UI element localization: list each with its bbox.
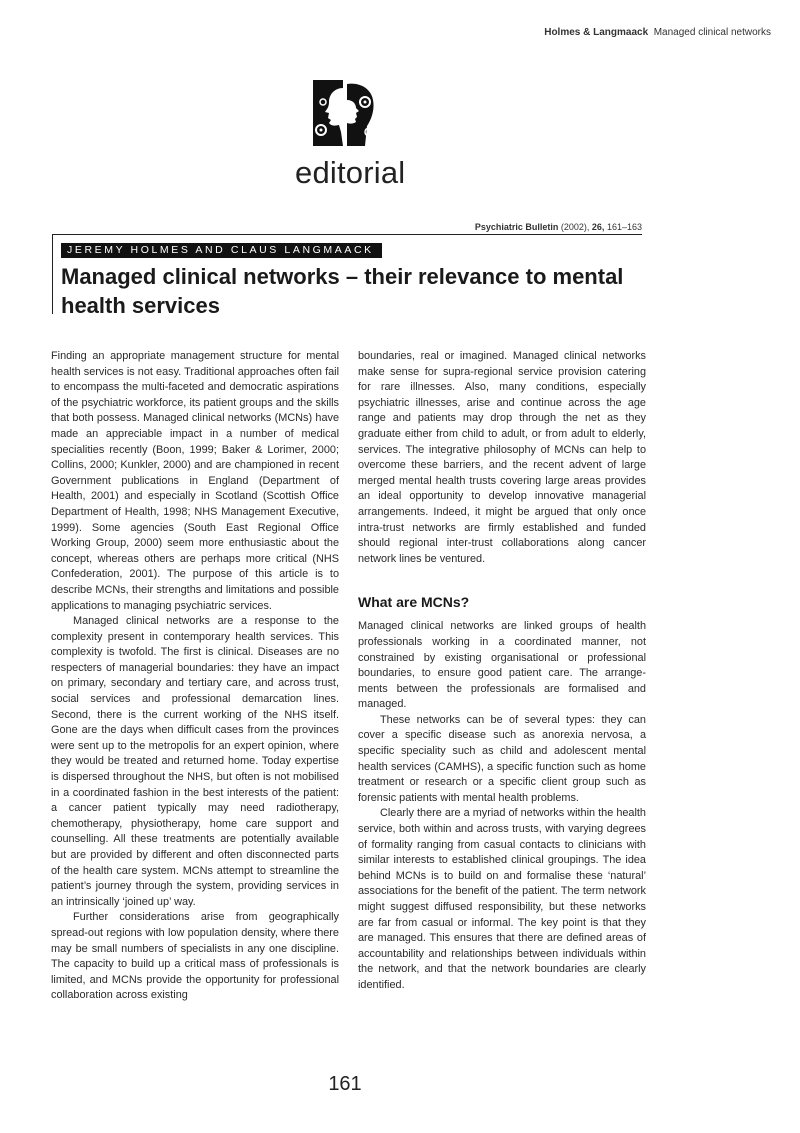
body-paragraph: boundaries, real or imagined. Managed clinical networks make sense for supra-regional service provision catering for rare illnesses. Also, many conditions, especially psychiatric illnesses, arise and continue across the age range and patients may drop through the net as they graduate either from child to adult, or from adult to elderly, services. The integrative philosophy of MCNs can help to overcome these barriers, and the recent advent of large merged mental health trusts covering large areas provides an ideal opportunity to develop innovative managerial arrangements. Indeed, it might be argued that only once intra-trust networks are firmly established and funded should regional inter-trust collaborations along cancer network lines be ventured.: [358, 350, 646, 565]
editorial-logo-icon: [313, 80, 379, 146]
title-frame-left-rule: [52, 234, 53, 314]
body-paragraph: Further considerations arise from geographically spread-out regions with low population density, where there may be small numbers of specialists in any one discipline. The capacity to build up a critical mass of professionals is limited, and MCNs provide the opportunity for professional collaboration across existing: [51, 911, 339, 1002]
title-frame-top-rule: [52, 234, 642, 235]
section-heading: What are MCNs?: [358, 594, 470, 611]
citation-year: (2002),: [560, 222, 590, 232]
body-paragraph: These networks can be of several types: they can cover a specific disease such as anorexia nervosa, a specific speciality such as child and adolescent mental health services (CAMHS), a specific function such as home treatment or research or a specific client group such as forensic patients with mental health problems.: [358, 713, 646, 804]
citation-volume: 26,: [591, 222, 605, 232]
page-number: 161: [328, 1073, 362, 1095]
body-paragraph: Managed clinical networks are linked groups of health professionals working in a coordinated manner, not constrained by existing organisational or professional boundaries, to ensure good patient care. The arrange-ments between the professionals are formalised and managed.: [358, 620, 646, 711]
body-paragraph: Finding an appropriate management structure for mental health services is not easy. Traditional approaches often fail to encompass the multi-faceted and democratic aspirations of the psychiatric workforce, its patient groups and the skills that both possess. Managed clinical networks (MCNs) have made an appreciable impact in a number of medical specialities recently (Boon, 1999; Baker & Lorimer, 2000; Collins, 2000; Kunkler, 2000) and are championed in recent Government publications in England (Department of Health, 2001) and especially in Scotland (Scottish Office Department of Health, 1998; NHS Management Executive, 1999). Some agencies (South East Regional Office Working Group, 2000) seem more enthusiastic about the concept, whereas others are perhaps more critical (NHS Confederation, 2001). The purpose of this article is to describe MCNs, their strengths and limitations and possible applications to managing psychiatric services.: [51, 350, 339, 612]
article-title: Managed clinical networks – their relevance to mental health services: [61, 264, 624, 318]
right-column: [358, 349, 646, 994]
section-label: editorial: [295, 155, 406, 190]
running-head-title: Managed clinical networks: [653, 27, 771, 38]
citation-pages: 161–163: [606, 222, 642, 232]
running-head-authors: Holmes & Langmaack: [544, 27, 649, 38]
journal-name: Psychiatric Bulletin: [474, 222, 559, 232]
body-paragraph: Managed clinical networks are a response to the complexity present in contemporary health services. This complexity is twofold. The first is clinical. Diseases are no respecters of managerial boundaries: they have an impact on primary, secondary and tertiary care, and across trust, social services and professional demarcation lines. Second, there is the current working of the NHS itself. Gone are the days when difficult cases from the provinces were sent up to the metropolis for an expert opinion, where they would be treated and returned home. Today expertise is dispersed throughout the NHS, but often is not mobilised in a coordinated fashion in the best interests of the patient: a cancer patient typically may need radiotherapy, chemotherapy, physiotherapy, home care support and counselling. All these treatments are potentially available but are provided by different and often disconnected parts of the health care system. MCNs attempt to streamline the patient’s journey through the system, providing services in an intrinsically ‘joined up’ way.: [51, 615, 339, 908]
body-paragraph: Clearly there are a myriad of networks within the health service, both within and across trusts, with varying degrees of formality ranging from casual contacts to clinicians with similar interests to established clinical groupings. The idea behind MCNs is to build on and formalise these ‘natural’ associations for the benefit of the patient. The term network might suggest diffused responsibility, but these networks are far from casual or informal. The key point is that they are managed. This ensures that there are defined areas of accountability and relationships between individuals within the network, and that the network boundaries are clearly identified.: [358, 807, 646, 991]
journal-citation: [475, 222, 642, 232]
author-banner: JEREMY HOLMES AND CLAUS LANGMAACK: [61, 243, 382, 258]
left-column: [51, 349, 339, 1004]
running-head: [544, 27, 771, 38]
